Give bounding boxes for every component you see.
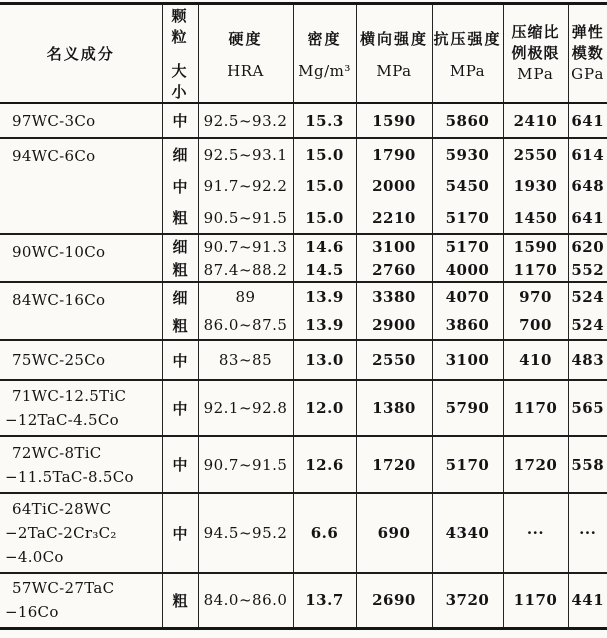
name-line: 72WC-8TiC: [12, 443, 102, 462]
hardness-cell: 94.5~95.2: [198, 493, 293, 573]
carbide-properties-table: [0, 2, 607, 630]
transverse-strength-cell: 1790: [356, 138, 432, 170]
compressive-strength-cell: 5170: [432, 234, 503, 258]
table-row: [0, 493, 607, 573]
group-97wc-3co: [0, 103, 607, 138]
compressive-strength-cell: 3860: [432, 311, 503, 340]
name-line: 64TiC-28WC: [12, 500, 112, 518]
col-header-elastic-modulus: [568, 4, 607, 104]
density-cell: 15.3: [293, 103, 356, 138]
grain-size-cell: 中: [162, 103, 198, 138]
header-unit: MPa: [449, 61, 486, 80]
group-64tic-28wc-2tac-2cr3c2-4co: [0, 493, 607, 573]
transverse-strength-cell: 2690: [356, 573, 432, 628]
hardness-cell: 90.7~91.5: [198, 436, 293, 493]
proportional-limit-cell: 2550: [503, 138, 568, 170]
density-cell: 13.7: [293, 573, 356, 628]
compressive-strength-cell: 4000: [432, 258, 503, 282]
header-line: 例极限: [511, 44, 560, 62]
header-line: 弹性: [571, 23, 604, 41]
proportional-limit-cell: 1930: [503, 170, 568, 202]
transverse-strength-cell: 3380: [356, 282, 432, 311]
elastic-modulus-cell: 648: [568, 170, 607, 202]
grain-size-cell: 细: [162, 282, 198, 311]
proportional-limit-cell: 410: [503, 340, 568, 380]
density-cell: 13.0: [293, 340, 356, 380]
name-line: 94WC-6Co: [12, 147, 96, 165]
grain-size-cell: 中: [162, 380, 198, 436]
transverse-strength-cell: 2550: [356, 340, 432, 380]
col-header-grain-size: [162, 4, 198, 104]
header-line: 大小: [171, 62, 189, 101]
grain-size-cell: 细: [162, 138, 198, 170]
proportional-limit-cell: 1450: [503, 202, 568, 234]
name-line: −4.0Co: [5, 548, 64, 566]
hardness-cell: 90.7~91.3: [198, 234, 293, 258]
header-line: 模数: [571, 44, 604, 62]
density-cell: 12.0: [293, 380, 356, 436]
hardness-cell: 92.5~93.2: [198, 103, 293, 138]
table-row: [0, 380, 607, 436]
header-line: 颗粒: [171, 7, 189, 46]
density-cell: 13.9: [293, 311, 356, 340]
grain-size-cell: 中: [162, 340, 198, 380]
name-line: −16Co: [5, 603, 59, 622]
group-90wc-10co: [0, 234, 607, 282]
group-94wc-6co: [0, 138, 607, 234]
hardness-cell: 83~85: [198, 340, 293, 380]
header-unit: GPa: [571, 65, 605, 83]
density-cell: 13.9: [293, 282, 356, 311]
name-line: −12TaC-4.5Co: [5, 411, 119, 429]
elastic-modulus-cell: 483: [568, 340, 607, 380]
density-cell: 12.6: [293, 436, 356, 493]
composition-cell: [0, 573, 162, 628]
table-row: [0, 340, 607, 380]
proportional-limit-cell: 970: [503, 282, 568, 311]
name-line: 84WC-16Co: [12, 291, 106, 309]
table-row: [0, 138, 607, 170]
header-line: 横向强度: [359, 29, 428, 48]
composition-cell: [0, 340, 162, 380]
composition-cell: [0, 436, 162, 493]
name-line: 57WC-27TaC: [12, 579, 115, 598]
elastic-modulus-cell: 620: [568, 234, 607, 258]
name-line: 97WC-3Co: [12, 111, 96, 130]
hardness-cell: 92.1~92.8: [198, 380, 293, 436]
table-row: [0, 103, 607, 138]
transverse-strength-cell: 2000: [356, 170, 432, 202]
grain-size-cell: 细: [162, 234, 198, 258]
grain-size-cell: 中: [162, 170, 198, 202]
grain-size-cell: 粗: [162, 311, 198, 340]
table-row: [0, 234, 607, 258]
hardness-cell: 84.0~86.0: [198, 573, 293, 628]
transverse-strength-cell: 1380: [356, 380, 432, 436]
header-line: 抗压强度: [433, 29, 502, 48]
transverse-strength-cell: 690: [356, 493, 432, 573]
table-row: [0, 436, 607, 493]
proportional-limit-cell: 1170: [503, 380, 568, 436]
compressive-strength-cell: 3720: [432, 573, 503, 628]
composition-cell: [0, 103, 162, 138]
header-unit: MPa: [376, 61, 412, 80]
table-row: [0, 573, 607, 628]
compressive-strength-cell: 5930: [432, 138, 503, 170]
col-header-transverse-strength: [356, 4, 432, 104]
table-header: [0, 4, 607, 104]
hardness-cell: 86.0~87.5: [198, 311, 293, 340]
proportional-limit-cell: ···: [503, 493, 568, 573]
elastic-modulus-cell: ···: [568, 493, 607, 573]
header-unit: MPa: [517, 65, 554, 83]
name-line: −2TaC-2Cr₃C₂: [5, 524, 117, 542]
group-57wc-27tac-16co: [0, 573, 607, 628]
density-cell: 15.0: [293, 170, 356, 202]
proportional-limit-cell: 700: [503, 311, 568, 340]
group-75wc-25co: [0, 340, 607, 380]
transverse-strength-cell: 2900: [356, 311, 432, 340]
compressive-strength-cell: 5860: [432, 103, 503, 138]
group-71wc-12.5tic-12tac-4.5co: [0, 380, 607, 436]
elastic-modulus-cell: 641: [568, 202, 607, 234]
elastic-modulus-cell: 524: [568, 282, 607, 311]
col-header-hardness: [198, 4, 293, 104]
hardness-cell: 90.5~91.5: [198, 202, 293, 234]
header-line: 硬度: [228, 29, 263, 48]
grain-size-cell: 粗: [162, 202, 198, 234]
name-line: −11.5TaC-8.5Co: [5, 467, 134, 486]
proportional-limit-cell: 1170: [503, 258, 568, 282]
compressive-strength-cell: 5170: [432, 202, 503, 234]
elastic-modulus-cell: 614: [568, 138, 607, 170]
name-line: 71WC-12.5TiC: [12, 387, 127, 405]
proportional-limit-cell: 1720: [503, 436, 568, 493]
col-header-density: [293, 4, 356, 104]
transverse-strength-cell: 2760: [356, 258, 432, 282]
group-84wc-16co: [0, 282, 607, 340]
compressive-strength-cell: 5170: [432, 436, 503, 493]
elastic-modulus-cell: 641: [568, 103, 607, 138]
header-unit: HRA: [227, 61, 264, 80]
compressive-strength-cell: 4070: [432, 282, 503, 311]
header-unit: Mg/m³: [298, 61, 351, 80]
composition-cell: [0, 234, 162, 282]
grain-size-cell: 粗: [162, 573, 198, 628]
table-row: [0, 282, 607, 311]
compressive-strength-cell: 5790: [432, 380, 503, 436]
elastic-modulus-cell: 441: [568, 573, 607, 628]
hardness-cell: 87.4~88.2: [198, 258, 293, 282]
transverse-strength-cell: 1720: [356, 436, 432, 493]
col-header-compressive-strength: [432, 4, 503, 104]
hardness-cell: 92.5~93.1: [198, 138, 293, 170]
header-line: 密度: [307, 29, 342, 48]
grain-size-cell: 中: [162, 436, 198, 493]
elastic-modulus-cell: 558: [568, 436, 607, 493]
composition-cell: [0, 493, 162, 573]
transverse-strength-cell: 1590: [356, 103, 432, 138]
hardness-cell: 91.7~92.2: [198, 170, 293, 202]
grain-size-cell: 粗: [162, 258, 198, 282]
compressive-strength-cell: 3100: [432, 340, 503, 380]
composition-cell: [0, 380, 162, 436]
density-cell: 14.6: [293, 234, 356, 258]
grain-size-cell: 中: [162, 493, 198, 573]
density-cell: 14.5: [293, 258, 356, 282]
proportional-limit-cell: 1590: [503, 234, 568, 258]
header-line: 压缩比: [511, 23, 560, 41]
density-cell: 15.0: [293, 202, 356, 234]
group-72wc-8tic-11.5tac-8.5co: [0, 436, 607, 493]
compressive-strength-cell: 5450: [432, 170, 503, 202]
elastic-modulus-cell: 565: [568, 380, 607, 436]
elastic-modulus-cell: 524: [568, 311, 607, 340]
transverse-strength-cell: 3100: [356, 234, 432, 258]
col-header-composition: 名义成分: [46, 45, 115, 63]
header-row: [0, 4, 607, 104]
hardness-cell: 89: [198, 282, 293, 311]
elastic-modulus-cell: 552: [568, 258, 607, 282]
proportional-limit-cell: 2410: [503, 103, 568, 138]
composition-cell: [0, 138, 162, 234]
composition-cell: [0, 282, 162, 340]
proportional-limit-cell: 1170: [503, 573, 568, 628]
density-cell: 6.6: [293, 493, 356, 573]
transverse-strength-cell: 2210: [356, 202, 432, 234]
compressive-strength-cell: 4340: [432, 493, 503, 573]
name-line: 90WC-10Co: [12, 243, 106, 261]
name-line: 75WC-25Co: [12, 351, 106, 369]
col-header-proportional-limit: [503, 4, 568, 104]
density-cell: 15.0: [293, 138, 356, 170]
